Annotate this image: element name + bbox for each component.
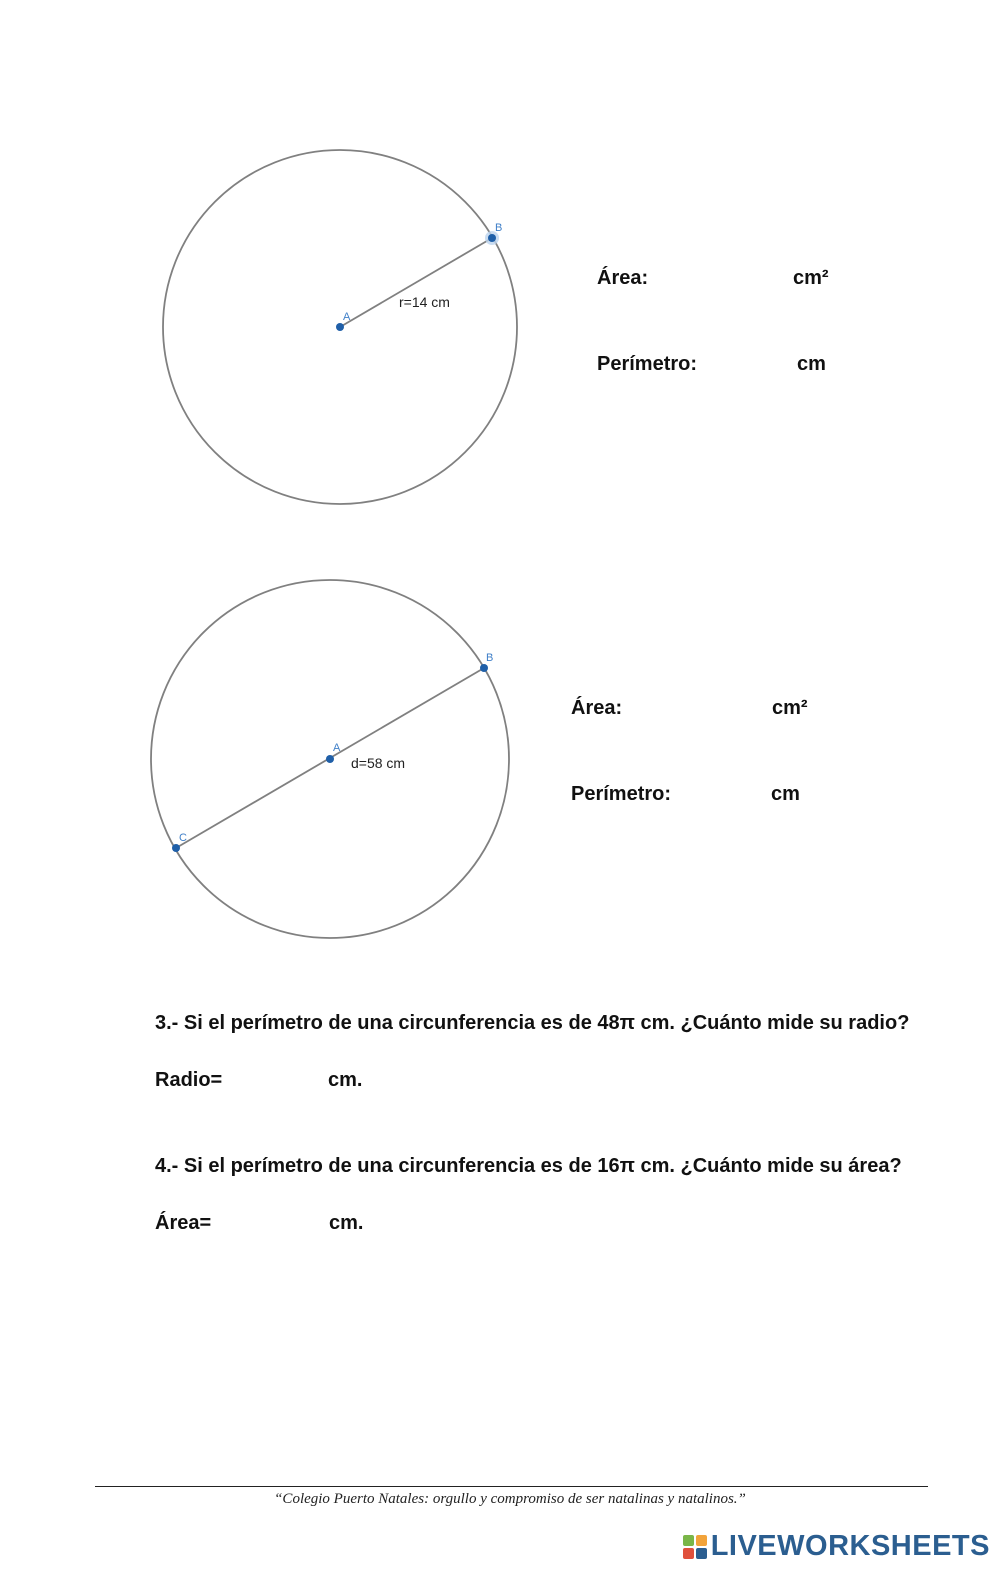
figure1-perimeter-unit: cm	[797, 353, 826, 375]
footer-quote: “Colegio Puerto Natales: orgullo y compromiso de ser natalinas y natalinos.”	[274, 1491, 746, 1507]
point-a-marker	[336, 323, 344, 331]
liveworksheets-logo-text: LIVEWORKSHEETS	[710, 1530, 990, 1562]
radius-measure-label: r=14 cm	[399, 294, 450, 310]
question-3-answer-unit: cm.	[328, 1069, 363, 1091]
figure2-area-unit: cm²	[772, 697, 808, 719]
figure2-area-label: Área:	[571, 697, 623, 719]
point-a-label: A	[343, 311, 351, 323]
radius-segment	[340, 238, 492, 327]
point-b-label: B	[495, 222, 503, 234]
point-b-label: B	[486, 652, 494, 664]
question-4-text: 4.- Si el perímetro de una circunferencia es de 16π cm. ¿Cuánto mide su área?	[155, 1155, 902, 1177]
footer-divider	[95, 1486, 928, 1487]
point-a-marker	[326, 755, 334, 763]
point-c-label: C	[179, 832, 187, 844]
circle-figure-2	[0, 560, 560, 960]
point-a-label: A	[333, 742, 341, 754]
question-3-text: 3.- Si el perímetro de una circunferencia es de 48π cm. ¿Cuánto mide su radio?	[155, 1012, 910, 1034]
figure1-area-label: Área:	[597, 267, 649, 289]
diameter-measure-label: d=58 cm	[351, 755, 406, 771]
circle-figure-1	[0, 0, 560, 530]
figure2-perimeter-label: Perímetro:	[571, 783, 672, 805]
figure1-area-unit: cm²	[793, 267, 829, 289]
liveworksheets-logo-icon	[683, 1535, 707, 1559]
point-b-marker	[480, 664, 488, 672]
liveworksheets-logo[interactable]	[683, 1530, 990, 1563]
figure2-perimeter-unit: cm	[771, 783, 800, 805]
point-c-marker	[172, 844, 180, 852]
question-3-answer-label: Radio=	[155, 1069, 223, 1091]
point-b-marker	[488, 234, 496, 242]
question-4-answer-label: Área=	[155, 1212, 212, 1234]
figure1-perimeter-label: Perímetro:	[597, 353, 698, 375]
question-4-answer-unit: cm.	[329, 1212, 364, 1234]
